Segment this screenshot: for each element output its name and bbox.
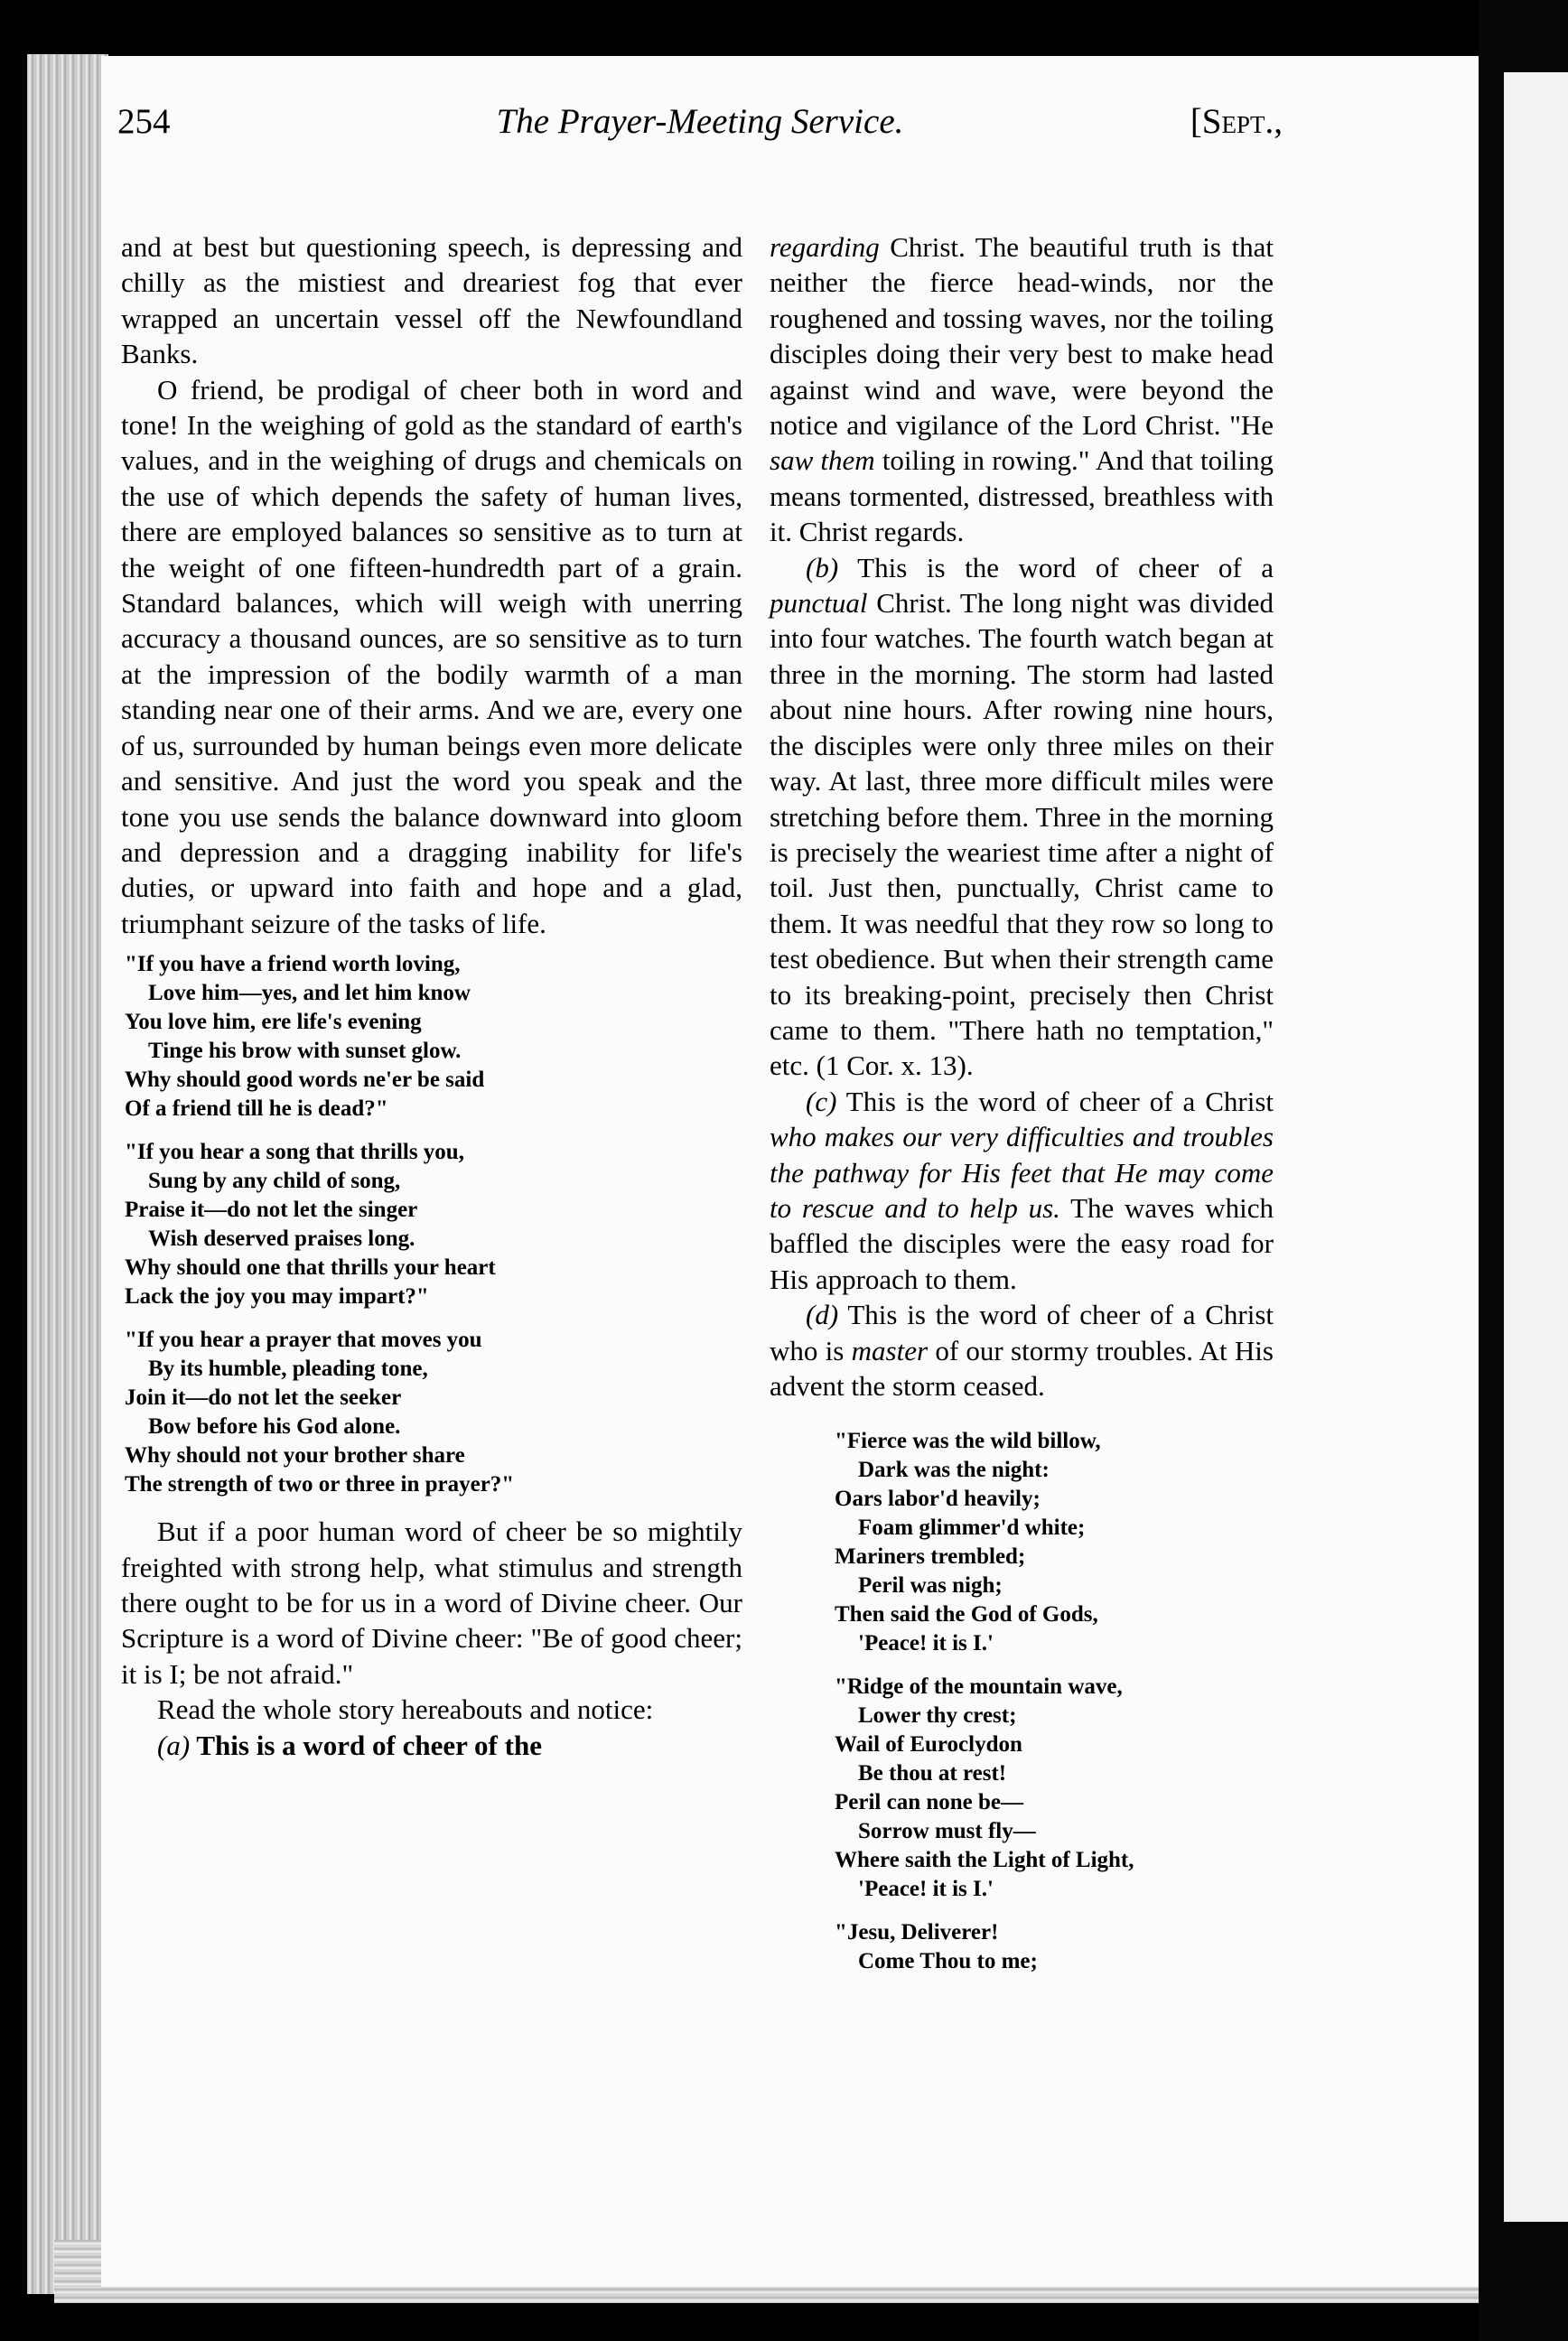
- poem-line: Why should not your brother share: [125, 1443, 465, 1469]
- poem-line: Mariners trembled;: [835, 1544, 1026, 1570]
- paragraph: [770, 229, 1274, 550]
- section-label: [Sept.,: [1190, 102, 1283, 141]
- emphasis: punctual: [770, 587, 868, 620]
- poem-line: Where saith the Light of Light,: [835, 1848, 1134, 1873]
- poem-line: You love him, ere life's evening: [125, 1010, 422, 1035]
- stanza: [835, 1427, 1274, 1658]
- poem-line: 'Peace! it is I.': [858, 1631, 994, 1656]
- poem-line: Come Thou to me;: [858, 1949, 1038, 1974]
- text-run: Christ. The beautiful truth is that neither the fierce head-winds, nor the roughened and tossing waves, nor the toiling disciples doing their very best to make head against wind and wave, were beyond the notice and vigilance of the Lord Christ. "He: [770, 231, 1274, 442]
- poem-line: "Fierce was the wild billow,: [835, 1429, 1101, 1454]
- stanza: [835, 1918, 1274, 1976]
- emphasis: who makes our very difficulties and troubles the pathway for His feet that He may come to rescue and to help us.: [770, 1121, 1274, 1224]
- paragraph: and at best but questioning speech, is depressing and chilly as the mistiest and dreariest fog that ever wrapped an uncertain vessel off the Newfoundland Banks.: [121, 231, 742, 370]
- poem-left: [125, 950, 742, 1499]
- poem-line: Love him—yes, and let him know: [148, 981, 471, 1006]
- poem-line: Dark was the night:: [858, 1458, 1050, 1483]
- paragraph: Read the whole story hereabouts and notice:: [157, 1693, 654, 1726]
- emphasis: regarding: [770, 231, 880, 263]
- paragraph-text: This is a word of cheer of the: [196, 1729, 542, 1761]
- poem-line: Why should good words ne'er be said: [125, 1068, 485, 1093]
- poem-line: Then said the God of Gods,: [835, 1602, 1098, 1628]
- paragraph: O friend, be prodigal of cheer both in word and tone! In the weighing of gold as the standard of earth's values, and in the weighing of drugs and chemicals on the use of which depends the safety of human lives, there are employed balances so sensitive as to turn at the weight of one fifteen-hundredth part of a grain. Standard balances, which will weigh with unerring accuracy a thousand ounces, are so sensitive as to turn at the impression of the bodily warmth of a man standing near one of their arms. And we are, every one of us, surrounded by human beings even more delicate and sensitive. And just the word you speak and the tone you use sends the balance downward into gloom and depression and a dragging inability for life's duties, or upward into faith and hope and a glad, triumphant seizure of the tasks of life.: [121, 373, 742, 939]
- poem-line: Oars labor'd heavily;: [835, 1487, 1041, 1512]
- poem-line: The strength of two or three in prayer?": [125, 1472, 515, 1497]
- poem-line: 'Peace! it is I.': [858, 1877, 994, 1902]
- paragraph: [770, 1084, 1274, 1297]
- poem-line: Lower thy crest;: [858, 1703, 1017, 1729]
- poem-right: [835, 1427, 1274, 1976]
- poem-line: Praise it—do not let the singer: [125, 1198, 418, 1223]
- right-column: [770, 229, 1274, 1991]
- stanza: [125, 1138, 742, 1311]
- poem-line: Lack the joy you may impart?": [125, 1284, 429, 1310]
- item-label: (a): [157, 1729, 191, 1761]
- running-title: The Prayer-Meeting Service.: [496, 102, 904, 141]
- poem-line: Sorrow must fly—: [858, 1819, 1036, 1844]
- book-page-edges-left: [27, 54, 108, 2294]
- poem-line: Bow before his God alone.: [148, 1414, 401, 1440]
- poem-line: Wish deserved praises long.: [148, 1226, 415, 1252]
- left-column: [121, 229, 742, 1763]
- poem-line: "If you have a friend worth loving,: [125, 952, 461, 977]
- poem-line: Why should one that thrills your heart: [125, 1255, 496, 1281]
- emphasis: saw them: [770, 444, 875, 477]
- poem-line: Foam glimmer'd white;: [858, 1516, 1086, 1541]
- poem-line: Sung by any child of song,: [148, 1169, 401, 1194]
- text-run: toiling in rowing." And that toiling means tormented, distressed, breathless with it. Christ regards.: [770, 444, 1274, 548]
- poem-line: By its humble, pleading tone,: [148, 1357, 428, 1382]
- text-run: This is the word of cheer of a Christ: [836, 1085, 1274, 1117]
- paragraph: [770, 1297, 1274, 1404]
- paragraph: [121, 1728, 742, 1763]
- poem-line: "Ridge of the mountain wave,: [835, 1674, 1123, 1700]
- page-number: 254: [117, 102, 171, 141]
- item-label: (b): [806, 551, 839, 583]
- text-run: The waves which baffled the disciples were the easy road for His approach to them.: [770, 1191, 1274, 1295]
- poem-line: Peril can none be—: [835, 1790, 1024, 1815]
- stanza: [835, 1673, 1274, 1904]
- stanza: [125, 950, 742, 1124]
- item-label: (c): [806, 1085, 837, 1117]
- poem-line: Of a friend till he is dead?": [125, 1096, 388, 1122]
- text-run: of our stormy troubles. At His advent the storm ceased.: [770, 1334, 1274, 1402]
- poem-line: "If you hear a song that thrills you,: [125, 1140, 464, 1165]
- paragraph: But if a poor human word of cheer be so mightily freighted with strong help, what stimulus and strength there ought to be for us in a word of Divine cheer. Our Scripture is a word of Divine cheer: "Be of good cheer; it is I; be not afraid.": [121, 1516, 742, 1690]
- poem-line: "If you hear a prayer that moves you: [125, 1328, 482, 1353]
- stanza: [125, 1326, 742, 1499]
- text-run: Christ. The long night was divided into four watches. The fourth watch began at three in the morning. The storm had lasted about nine hours. After rowing nine hours, the disciples were only three miles on their way. At last, three more difficult miles were stretching before them. Three in the morning is precisely the weariest time after a night of toil. Just then, punctually, Christ came to them. It was needful that they row so long to test obedience. But when their strength came to its breaking-point, precisely then Christ came to them. "There hath no temptation," etc. (1 Cor. x. 13).: [770, 587, 1274, 1082]
- text-run: This is the word of cheer of a Christ who is: [770, 1299, 1274, 1366]
- poem-line: "Jesu, Deliverer!: [835, 1920, 999, 1945]
- paragraph: [770, 550, 1274, 1084]
- text-run: This is the word of cheer of a: [838, 551, 1274, 583]
- poem-line: Peril was nigh;: [858, 1573, 1003, 1599]
- item-label: (d): [806, 1299, 839, 1331]
- facing-page-sliver: [1504, 72, 1568, 2222]
- poem-line: Join it—do not let the seeker: [125, 1385, 402, 1411]
- page-header: [117, 101, 1283, 155]
- poem-line: Be thou at rest!: [858, 1761, 1007, 1786]
- poem-line: Wail of Euroclydon: [835, 1732, 1022, 1758]
- emphasis: master: [851, 1334, 929, 1366]
- poem-line: Tinge his brow with sunset glow.: [148, 1039, 462, 1064]
